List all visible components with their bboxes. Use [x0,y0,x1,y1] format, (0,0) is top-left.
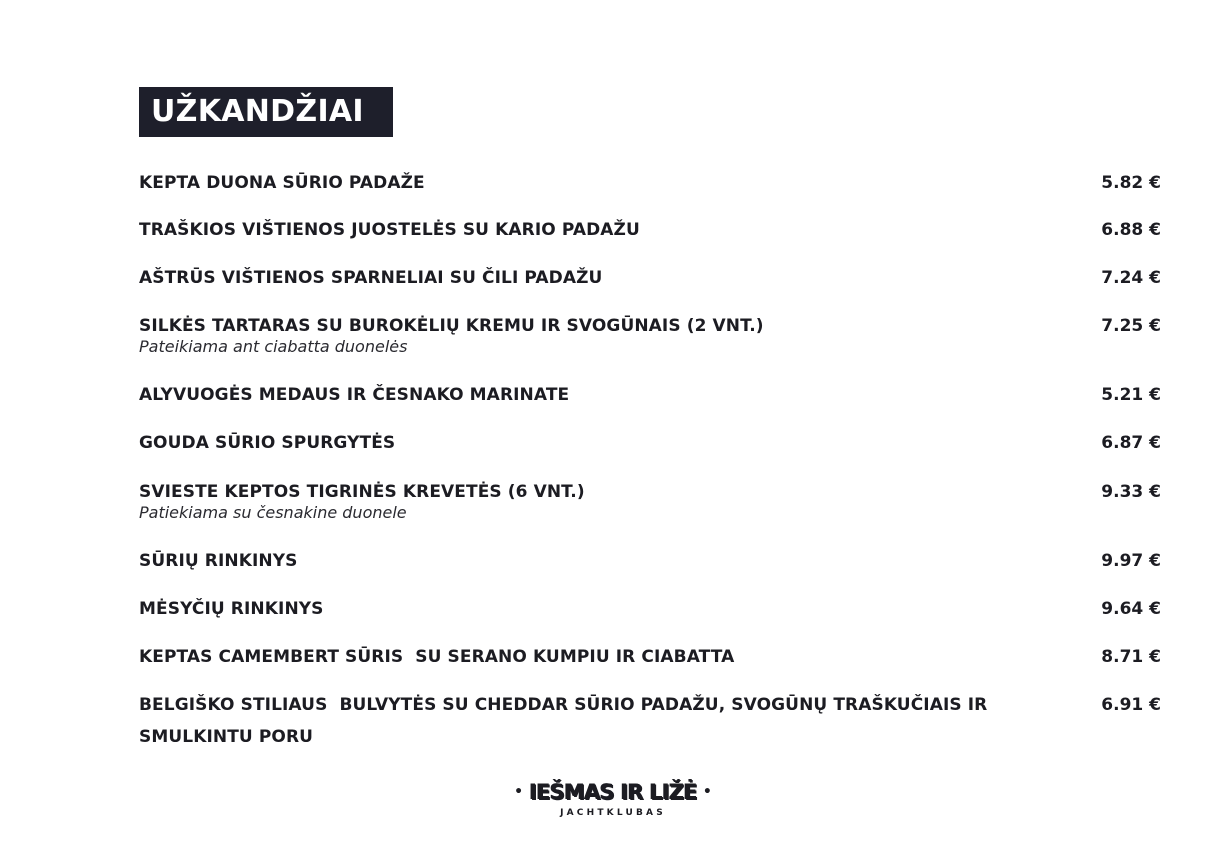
menu-item-name: MĖSYČIŲ RINKINYS [139,599,324,619]
menu-item-price: 9.33 € [1101,482,1161,502]
logo-dot-right: • [702,784,712,800]
menu-item-price: 9.64 € [1101,599,1161,619]
menu-item-price: 6.88 € [1101,220,1161,240]
menu-item-name: GOUDA SŪRIO SPURGYTĖS [139,433,396,453]
menu-item-name: KEPTA DUONA SŪRIO PADAŽE [139,173,425,193]
menu-item-price: 5.82 € [1101,173,1161,193]
menu-item-name: AŠTRŪS VIŠTIENOS SPARNELIAI SU ČILI PADAŽU [139,268,603,288]
menu-item-name: TRAŠKIOS VIŠTIENOS JUOSTELĖS SU KARIO PADAŽU [139,220,640,240]
menu-item-name: SVIESTE KEPTOS TIGRINĖS KREVETĖS (6 VNT.) [139,482,585,502]
menu-item-name: SILKĖS TARTARAS SU BUROKĖLIŲ KREMU IR SVOGŪNAIS (2 VNT.) [139,316,764,336]
menu-item-price: 7.24 € [1101,268,1161,288]
menu-item-name: BELGIŠKO STILIAUS BULVYTĖS SU CHEDDAR SŪRIO PADAŽU, SVOGŪNŲ TRAŠKUČIAIS IR SMULKINTU PORU [139,695,994,747]
menu-item-name: KEPTAS CAMEMBERT SŪRIS SU SERANO KUMPIU IR CIABATTA [139,647,735,667]
menu-item-price: 9.97 € [1101,551,1161,571]
menu-item-price: 5.21 € [1101,385,1161,405]
menu-item-price: 8.71 € [1101,647,1161,667]
menu-item-description: Pateikiama ant ciabatta duonelės [139,337,408,356]
menu-item-description: Patiekiama su česnakine duonele [139,503,407,522]
section-title: UŽKANDŽIAI [139,87,393,137]
logo [508,778,718,822]
logo-subtitle: JACHTKLUBAS [560,808,666,818]
logo-dot-left: • [514,784,524,800]
menu-item-price: 6.91 € [1101,695,1161,715]
menu-item-name: ALYVUOGĖS MEDAUS IR ČESNAKO MARINATE [139,385,570,405]
menu-item-price: 7.25 € [1101,316,1161,336]
menu-item-name: SŪRIŲ RINKINYS [139,551,298,571]
logo-name: IEŠMAS IR LIŽĖ [529,780,697,804]
menu-item-price: 6.87 € [1101,433,1161,453]
